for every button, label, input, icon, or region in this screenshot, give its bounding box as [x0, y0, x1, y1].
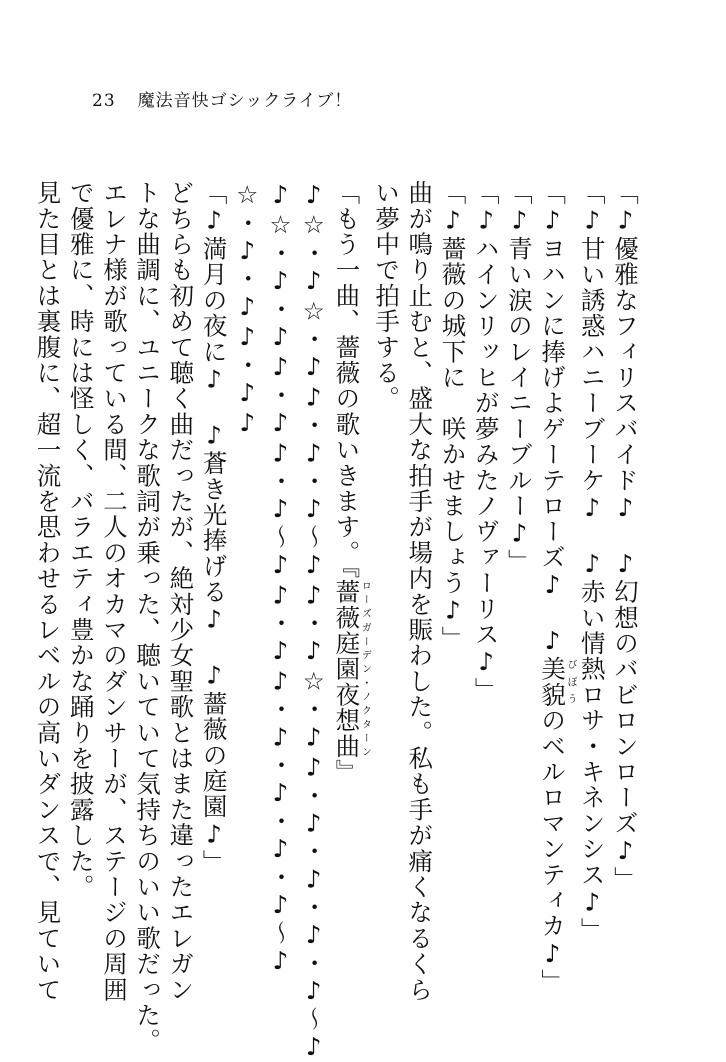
text-column: トな曲調に、ユニークな歌詞が乗った、聴いていて気持ちのいい歌だった。: [133, 180, 163, 1054]
ruby-reading: ローズガーデン・ノクターン: [359, 578, 371, 759]
text-column: [536, 180, 577, 995]
page-number: 23: [92, 91, 116, 111]
text-column: 「♪青い涙のレイニーブルー♪」: [504, 180, 534, 575]
ruby-annotation: [332, 578, 371, 759]
text-column: 「♪優雅なフィリスバイド♪ ♪幻想のバビロンローズ♪」: [611, 180, 640, 892]
ruby-base: 薔薇庭園夜想曲: [332, 578, 362, 759]
ruby-reading: びぼう: [565, 656, 577, 708]
text-column: ♪☆・♪・♪♪・♪♪・♪〜♪♪・♪♪・♪・♪・♪・♪〜♪: [265, 180, 295, 977]
text-column: [330, 180, 370, 925]
text-column: どちらも初めて聴く曲だったが、絶対少女聖歌とはまた違ったエレガン: [166, 180, 196, 1003]
running-title: 魔法音快ゴシックライブ！: [137, 91, 353, 111]
text-column: で優雅に、時には怪しく、バラエティ豊かな踊りを披露した。: [66, 180, 96, 900]
text-segment: 「♪ヨハンに捧げよゲーテローズ♪ ♪: [538, 180, 568, 657]
text-segment: 』: [332, 758, 362, 785]
text-column: ☆・♪・♪♪・♪♪: [232, 180, 262, 439]
text-column: 「♪ハインリッヒが夢みたノヴァーリス♪」: [471, 180, 501, 703]
text-column: 「♪薔薇の城下に 咲かせましょう♪」: [438, 180, 468, 652]
text-column: 曲が鳴り止むと、盛大な拍手が場内を賑わした。私も手が痛くなるくら: [405, 180, 435, 1003]
text-column: い夢中で拍手する。: [372, 180, 402, 412]
text-segment: 「もう一曲、薔薇の歌いきます。『: [332, 180, 362, 579]
text-column: 見た目とは裏腹に、超一流を思わせるレベルの高いダンスで、見ていて: [33, 180, 63, 1003]
text-column: ♪☆・♪☆・♪♪・♪・♪〜♪♪・♪☆・♪♪・♪・♪・♪・♪〜♪: [299, 180, 329, 1062]
ruby-base: 美貌: [538, 656, 568, 708]
body-text: [31, 180, 642, 1062]
page-header: [92, 86, 352, 111]
text-column: 「♪満月の夜に♪ ♪蒼き光捧げる♪ ♪薔薇の庭園♪」: [199, 180, 229, 876]
ruby-annotation: [538, 656, 577, 708]
text-column: エレナ様が歌っている間、二人のオカマのダンサーが、ステージの周囲: [99, 180, 129, 1003]
text-column: 「♪甘い誘惑ハニーブーケ♪ ♪赤い情熱ロサ・キネンシス♪」: [577, 180, 607, 944]
text-segment: のベルロマンティカ♪」: [538, 707, 568, 995]
